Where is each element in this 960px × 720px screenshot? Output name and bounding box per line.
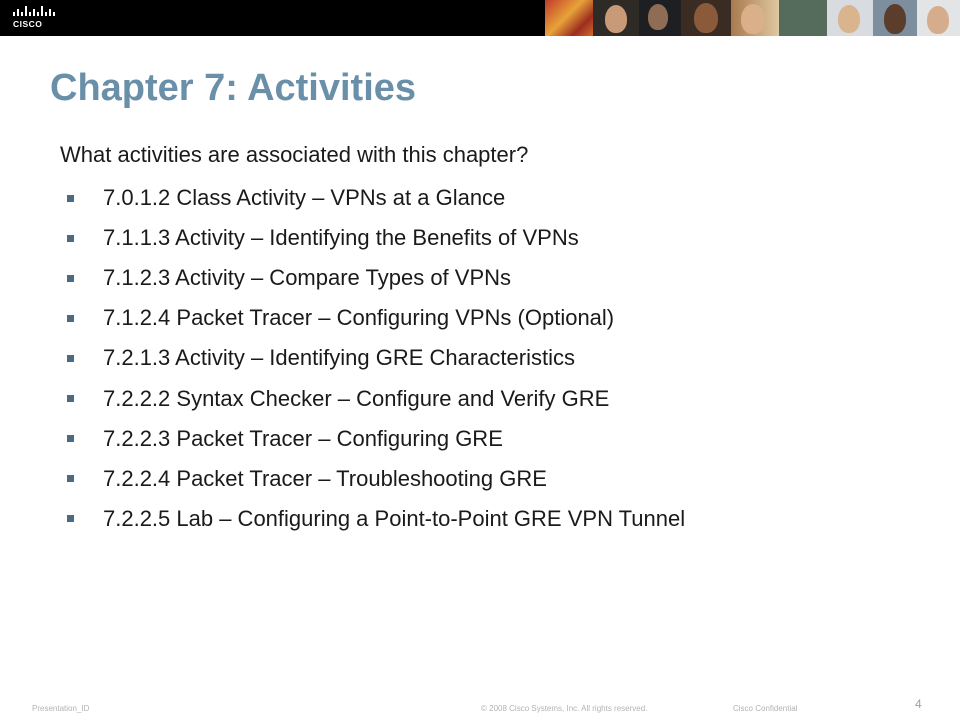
cisco-logo-text: CISCO: [13, 19, 43, 29]
bullet-square-icon: [67, 515, 74, 522]
photo-woman-glasses: [827, 0, 873, 36]
bullet-square-icon: [67, 315, 74, 322]
photo-teacher: [639, 0, 681, 36]
photo-red-art: [545, 0, 593, 36]
list-item: [67, 459, 685, 499]
list-item-text: 7.1.2.3 Activity – Compare Types of VPNs: [103, 265, 512, 291]
list-item-text: 7.2.1.3 Activity – Identifying GRE Characteristics: [103, 345, 575, 371]
list-item: [67, 298, 685, 338]
list-item-text: 7.2.2.2 Syntax Checker – Configure and Verify GRE: [103, 385, 610, 411]
bullet-square-icon: [67, 275, 74, 282]
photo-woman-laughing: [731, 0, 779, 36]
list-item: [67, 178, 685, 218]
slide-title: Chapter 7: Activities: [50, 67, 417, 109]
bullet-square-icon: [67, 195, 74, 202]
photo-chalkboard: [779, 0, 827, 36]
slide-question: What activities are associated with this chapter?: [60, 142, 529, 167]
bullet-square-icon: [67, 435, 74, 442]
footer-presentation-id: Presentation_ID: [32, 704, 90, 713]
bullet-square-icon: [67, 235, 74, 242]
list-item-text: 7.0.1.2 Class Activity – VPNs at a Glance: [103, 185, 506, 211]
page-number: 4: [915, 697, 922, 711]
list-item: [67, 378, 685, 418]
list-item-text: 7.2.2.3 Packet Tracer – Configuring GRE: [103, 425, 503, 451]
header-photo-strip: [545, 0, 960, 36]
photo-man-cap: [917, 0, 960, 36]
list-item-text: 7.1.1.3 Activity – Identifying the Benefits of VPNs: [103, 225, 579, 251]
bullet-square-icon: [67, 395, 74, 402]
list-item: [67, 258, 685, 298]
photo-student-smiling: [593, 0, 639, 36]
bullet-square-icon: [67, 475, 74, 482]
bullet-square-icon: [67, 355, 74, 362]
list-item-text: 7.1.2.4 Packet Tracer – Configuring VPNs (Optional): [103, 305, 615, 331]
header-bar: [0, 0, 960, 36]
footer-copyright: © 2008 Cisco Systems, Inc. All rights reserved.: [481, 704, 648, 713]
footer-confidential: Cisco Confidential: [733, 704, 798, 713]
list-item-text: 7.2.2.4 Packet Tracer – Troubleshooting GRE: [103, 465, 547, 491]
list-item: [67, 218, 685, 258]
activity-list: [67, 178, 685, 539]
list-item: [67, 499, 685, 539]
photo-student-girl: [681, 0, 731, 36]
list-item: [67, 338, 685, 378]
list-item: [67, 419, 685, 459]
list-item-text: 7.2.2.5 Lab – Configuring a Point-to-Point GRE VPN Tunnel: [103, 505, 686, 531]
photo-man: [873, 0, 917, 36]
